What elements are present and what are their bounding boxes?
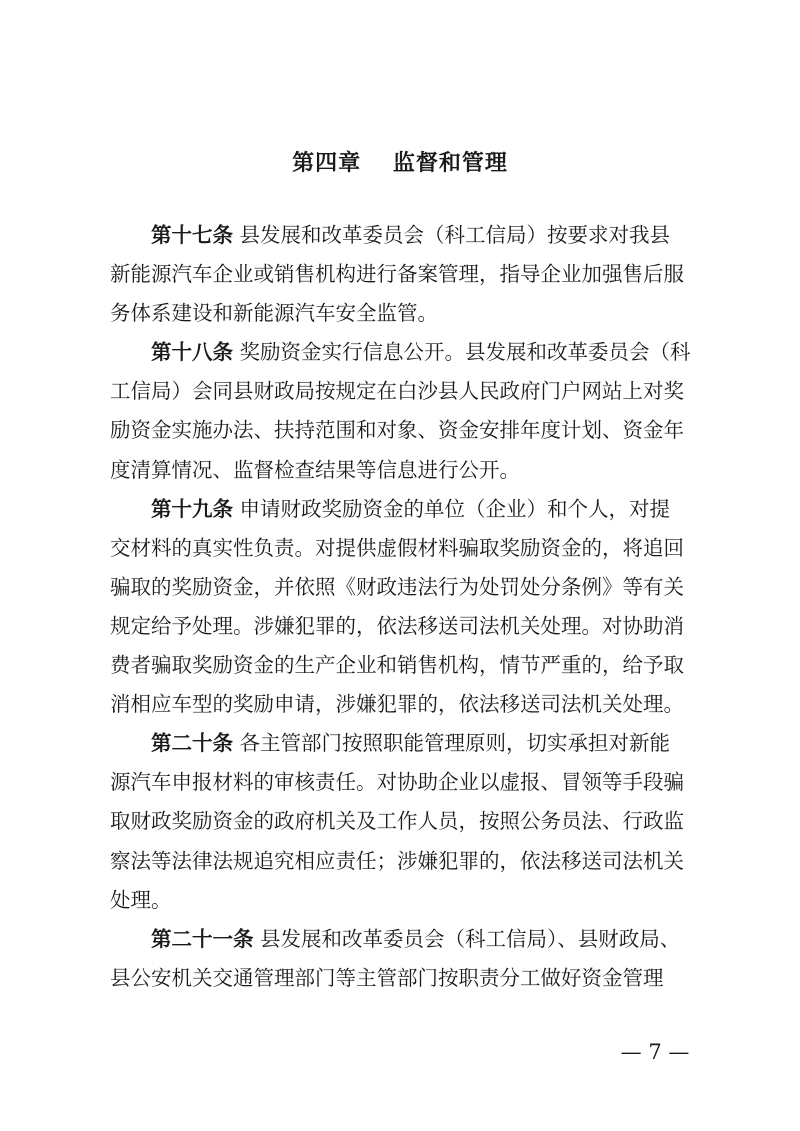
article-first-line xyxy=(110,920,694,959)
article-first-line xyxy=(110,490,694,529)
article-first-line xyxy=(110,216,694,255)
document-body xyxy=(110,216,694,998)
article-20 xyxy=(110,724,694,919)
article-18 xyxy=(110,333,694,489)
article-number: 第十八条 xyxy=(151,340,233,365)
article-text: 申请财政奖励资金的单位（企业）和个人，对提 xyxy=(239,496,671,521)
article-line: 察法等法律法规追究相应责任；涉嫌犯罪的，依法移送司法机关 xyxy=(110,848,684,873)
article-line: 规定给予处理。涉嫌犯罪的，依法移送司法机关处理。对协助消 xyxy=(110,613,684,638)
article-first-line xyxy=(110,724,694,763)
article-line: 消相应车型的奖励申请，涉嫌犯罪的，依法移送司法机关处理。 xyxy=(110,692,684,717)
article-line: 度清算情况、监督检查结果等信息进行公开。 xyxy=(110,457,520,482)
article-text: 县发展和改革委员会（科工信局）、县财政局、 xyxy=(260,926,681,951)
article-17 xyxy=(110,216,694,333)
page-number: — 7 — xyxy=(620,1040,690,1064)
article-number: 第二十条 xyxy=(151,731,233,756)
article-number: 第十九条 xyxy=(151,496,233,521)
article-19 xyxy=(110,490,694,725)
article-line: 新能源汽车企业或销售机构进行备案管理，指导企业加强售后服 xyxy=(110,262,684,287)
article-21 xyxy=(110,920,694,998)
chapter-title: 第四章 监督和管理 xyxy=(292,151,508,176)
article-text: 各主管部门按照职能管理原则，切实承担对新能 xyxy=(239,731,671,756)
article-number: 第十七条 xyxy=(151,223,233,247)
article-text: 县发展和改革委员会（科工信局）按要求对我县 xyxy=(239,223,671,247)
article-line: 取财政奖励资金的政府机关及工作人员，按照公务员法、行政监 xyxy=(110,809,684,834)
article-line: 骗取的奖励资金，并依照《财政违法行为处罚处分条例》等有关 xyxy=(110,574,684,599)
article-line: 交材料的真实性负责。对提供虚假材料骗取奖励资金的，将追回 xyxy=(110,535,684,560)
article-line: 务体系建设和新能源汽车安全监管。 xyxy=(110,301,438,326)
article-line: 处理。 xyxy=(110,887,172,912)
article-line: 费者骗取奖励资金的生产企业和销售机构，情节严重的，给予取 xyxy=(110,653,684,678)
article-line: 源汽车申报材料的审核责任。对协助企业以虚报、冒领等手段骗 xyxy=(110,770,684,795)
article-first-line xyxy=(110,333,694,372)
article-line: 工信局）会同县财政局按规定在白沙县人民政府门户网站上对奖 xyxy=(110,379,684,404)
article-number: 第二十一条 xyxy=(151,926,254,951)
article-text: 奖励资金实行信息公开。县发展和改革委员会（科 xyxy=(239,340,691,365)
article-line: 励资金实施办法、扶持范围和对象、资金安排年度计划、资金年 xyxy=(110,418,684,443)
article-line: 县公安机关交通管理部门等主管部门按职责分工做好资金管理 xyxy=(110,965,664,990)
